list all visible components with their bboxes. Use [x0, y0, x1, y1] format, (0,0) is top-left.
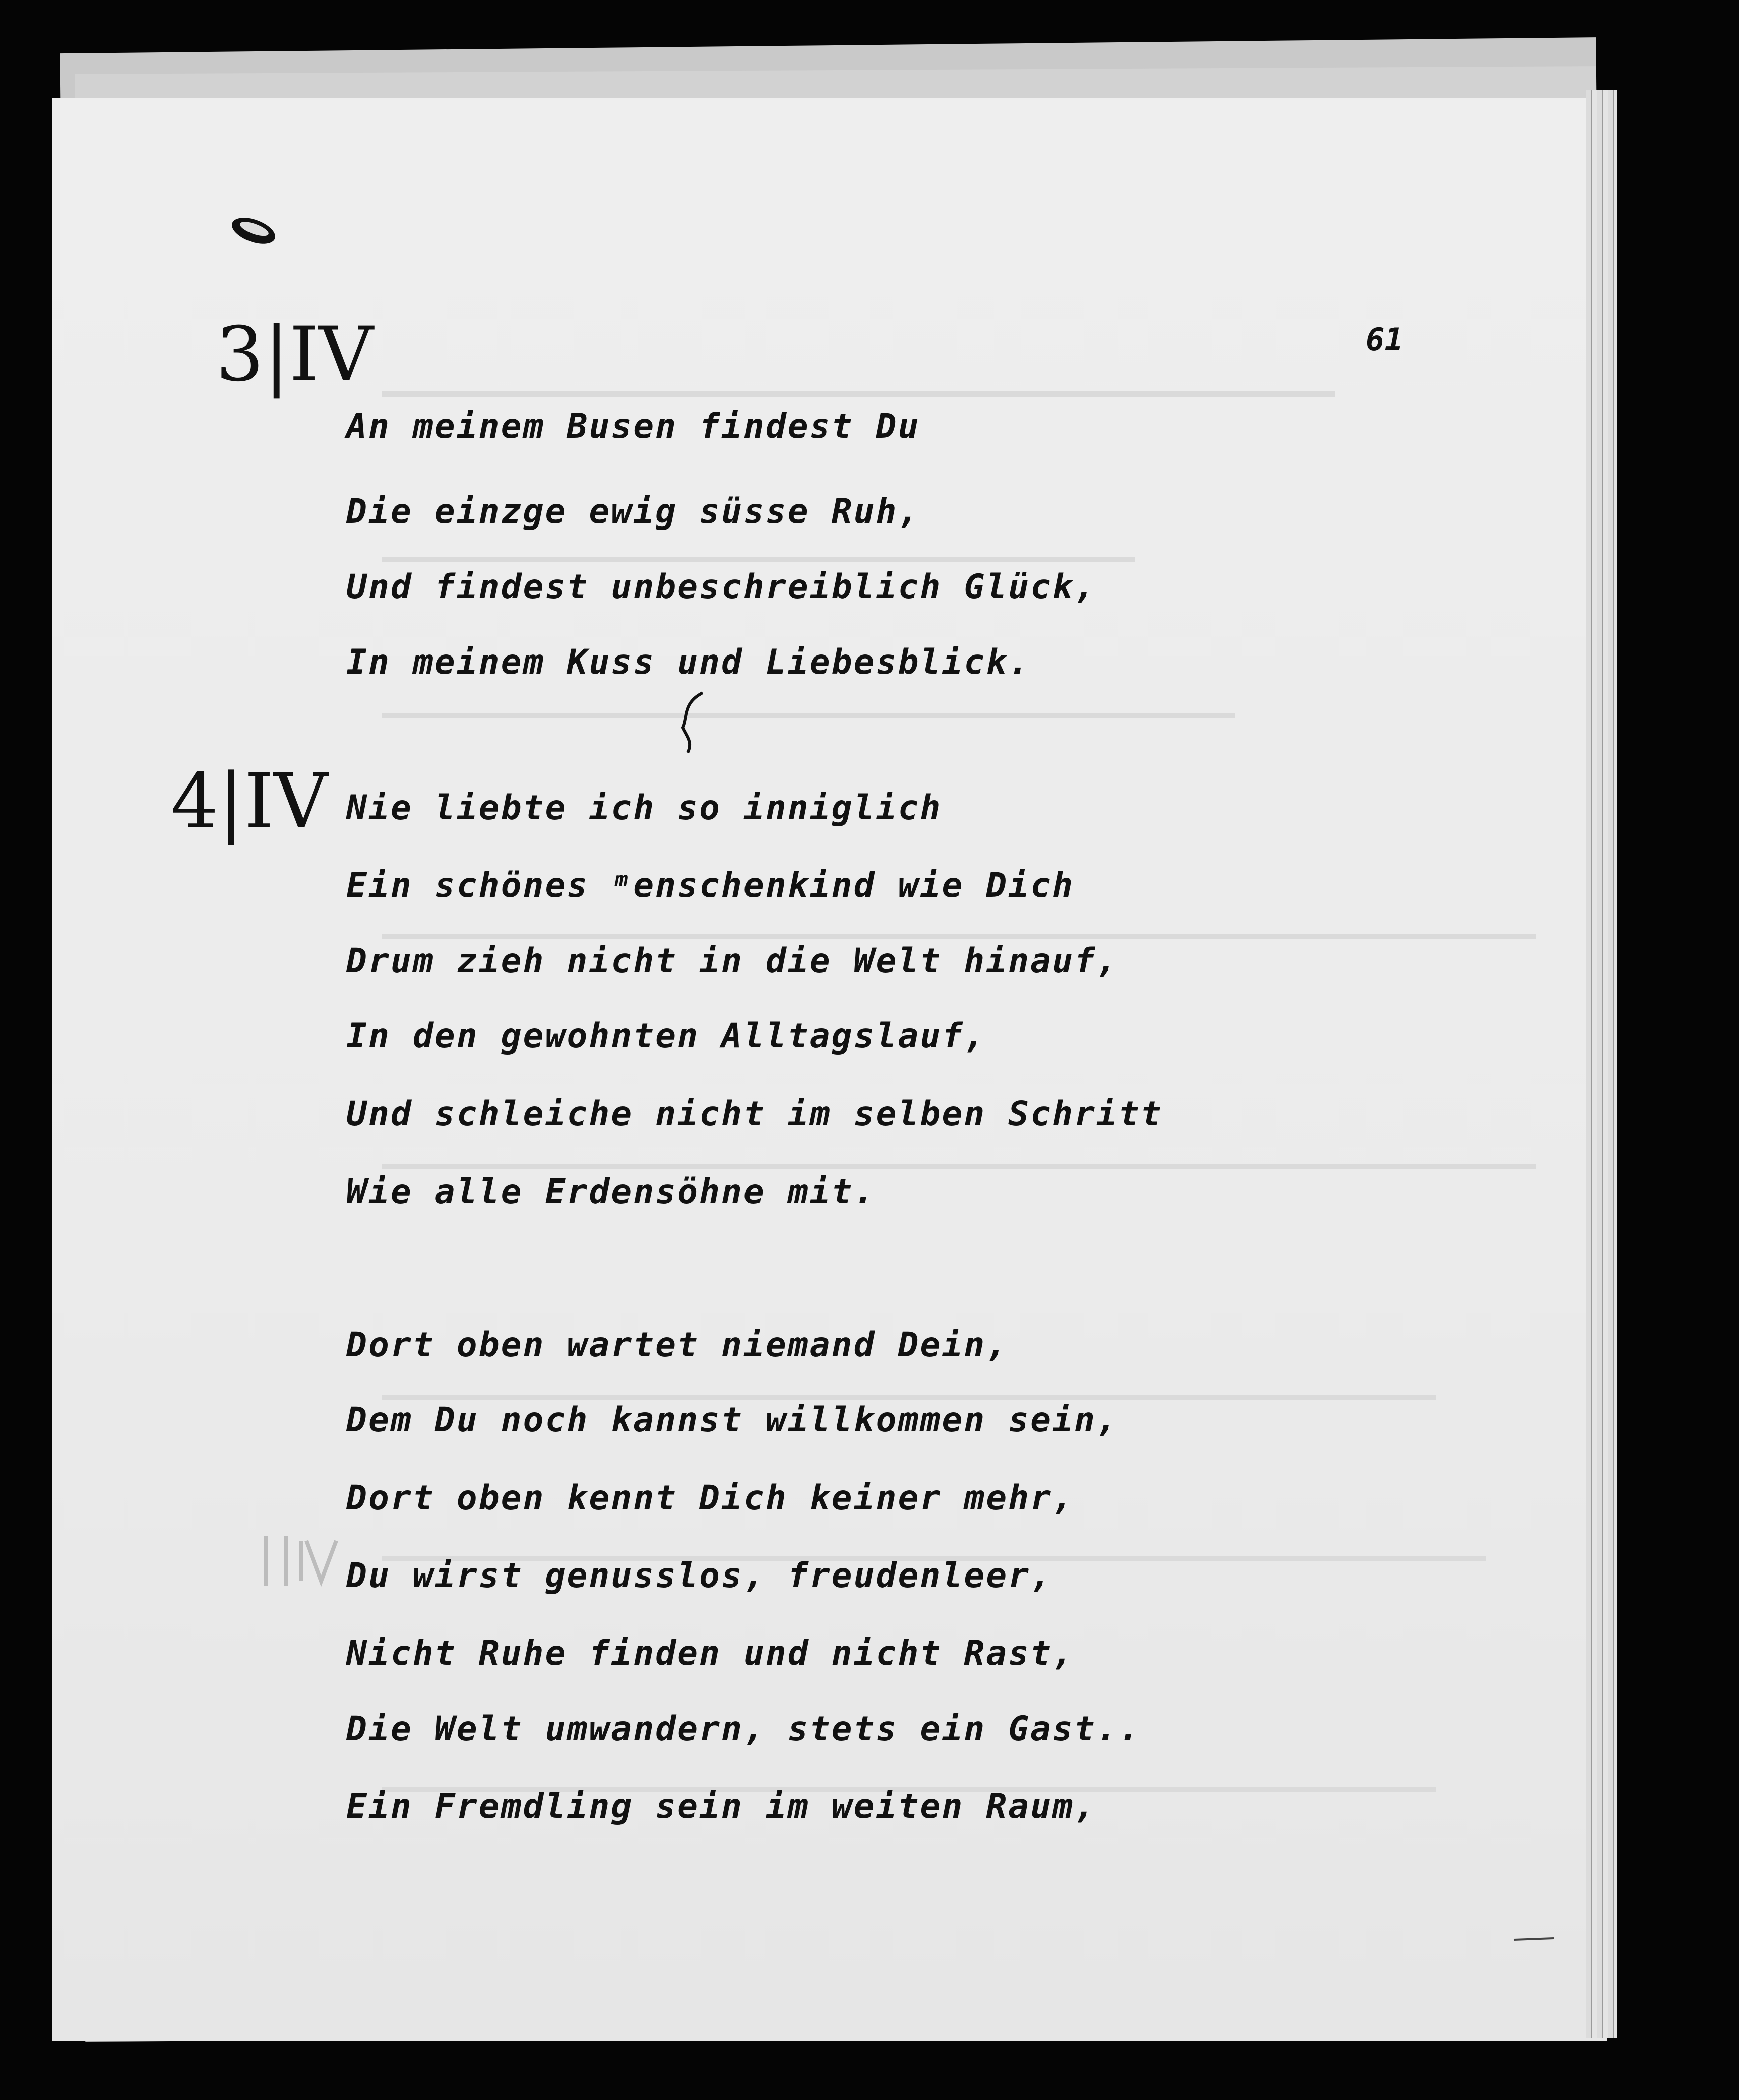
poem-line: Ein schönes ᵐenschenkind wie Dich [346, 866, 1075, 905]
squiggle-mark-icon [673, 688, 713, 758]
poem-line: In den gewohnten Alltagslauf, [346, 1016, 986, 1056]
hole-mark-icon [226, 211, 281, 251]
tick-mark-icon [1511, 1932, 1556, 1947]
poem-line: An meinem Busen findest Du [346, 407, 920, 446]
poem-line: Die Welt umwandern, stets ein Gast.. [346, 1709, 1141, 1749]
bleed-through [382, 1164, 1536, 1169]
stacked-page-edges [1586, 90, 1617, 2038]
poem-line: Und schleiche nicht im selben Schritt [346, 1094, 1163, 1134]
poem-line: Die einzge ewig süsse Ruh, [346, 492, 920, 532]
poem-line: Dort oben wartet niemand Dein, [346, 1325, 1009, 1365]
bleed-through [382, 934, 1536, 939]
bleed-through [382, 713, 1235, 718]
poem-line: Drum zieh nicht in die Welt hinauf, [346, 941, 1119, 981]
section-mark-first: 3|IV [216, 311, 374, 399]
poem-line: Nicht Ruhe finden und nicht Rast, [346, 1634, 1075, 1673]
bleed-through [382, 557, 1135, 562]
poem-line: Wie alle Erdensöhne mit. [346, 1172, 876, 1212]
bleed-through [382, 391, 1335, 397]
poem-line: Nie liebte ich so inniglich [346, 788, 942, 828]
poem-line: Ein Fremdling sein im weiten Raum, [346, 1787, 1096, 1826]
poem-line: Dem Du noch kannst willkommen sein, [346, 1400, 1119, 1440]
poem-line: Dort oben kennt Dich keiner mehr, [346, 1478, 1075, 1518]
poem-line: Du wirst genusslos, freudenleer, [346, 1556, 1053, 1596]
poem-line: In meinem Kuss und Liebesblick. [346, 642, 1031, 682]
page-number: 61 [1365, 321, 1403, 358]
poem-line: Und findest unbeschreiblich Glück, [346, 567, 1096, 607]
bleed-through [382, 1395, 1436, 1400]
section-mark-second: 4|IV [171, 758, 328, 845]
